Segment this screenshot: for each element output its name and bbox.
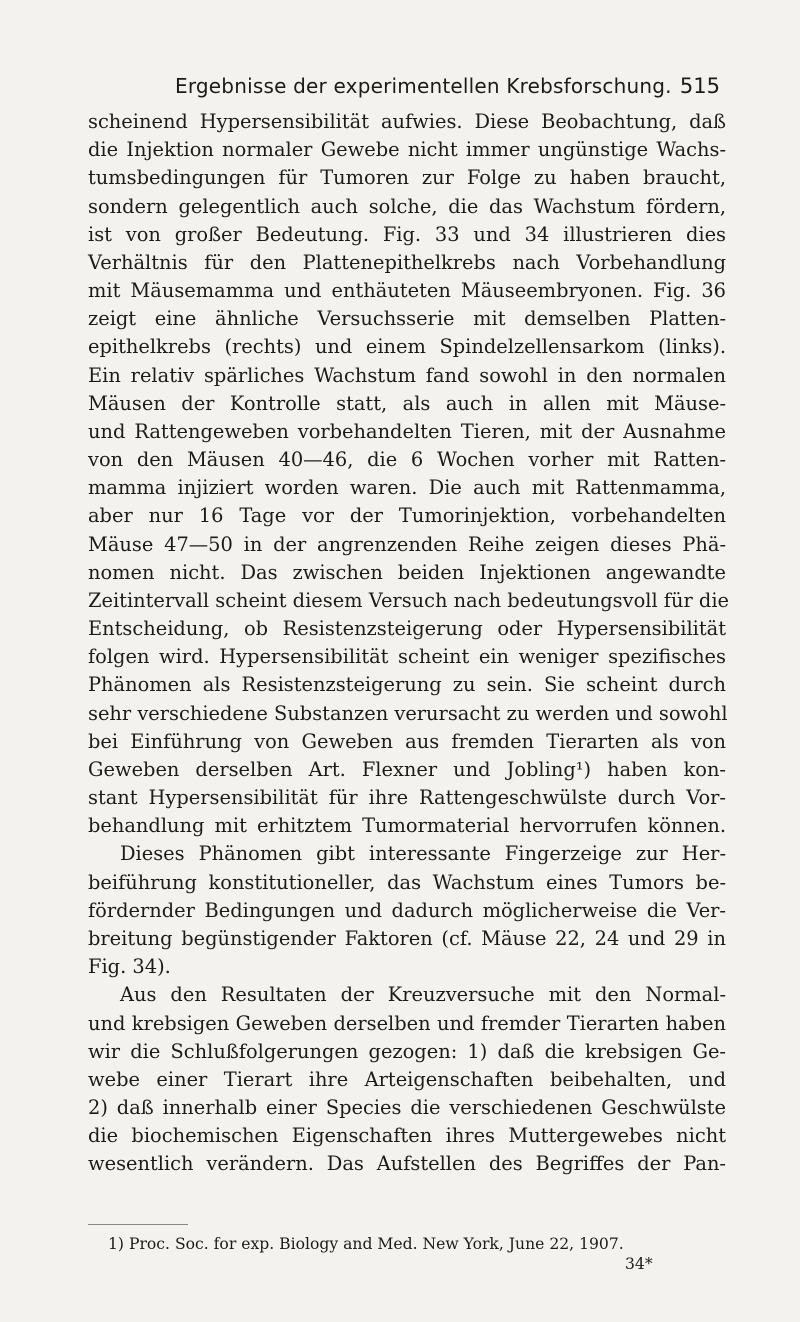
text-line: bei Einführung von Geweben aus fremden Tierarten als von <box>88 729 726 753</box>
text-line: 2) daß innerhalb einer Species die verschiedenen Geschwülste <box>88 1096 726 1120</box>
text-line: wesentlich verändern. Das Aufstellen des Begriffes der Pan- <box>88 1152 726 1176</box>
text-line: sondern gelegentlich auch solche, die das Wachstum fördern, <box>88 194 726 218</box>
text-line: ist von großer Bedeutung. Fig. 33 und 34 illustrieren dies <box>88 222 726 246</box>
text-line: beiführung konstitutioneller, das Wachstum eines Tumors be- <box>88 870 726 894</box>
text-line: Dieses Phänomen gibt interessante Fingerzeige zur Her- <box>120 842 726 866</box>
text-line: tumsbedingungen für Tumoren zur Folge zu haben braucht, <box>88 166 726 190</box>
footnote: 1) Proc. Soc. for exp. Biology and Med. New York, June 22, 1907. <box>108 1235 624 1253</box>
text-line: mit Mäusemamma und enthäuteten Mäuseembryonen. Fig. 36 <box>88 279 726 303</box>
text-line: Verhältnis für den Plattenepithelkrebs nach Vorbehandlung <box>88 250 726 274</box>
text-line: von den Mäusen 40—46, die 6 Wochen vorher mit Ratten- <box>88 448 726 472</box>
text-line: und krebsigen Geweben derselben und fremder Tierarten haben <box>88 1011 726 1035</box>
printer-signature: 34* <box>625 1255 653 1273</box>
text-line: die Injektion normaler Gewebe nicht immer ungünstige Wachs- <box>88 138 726 162</box>
text-line: folgen wird. Hypersensibilität scheint ein weniger spezifisches <box>88 645 726 669</box>
text-line: mamma injiziert worden waren. Die auch mit Rattenmamma, <box>88 476 726 500</box>
text-line: behandlung mit erhitztem Tumormaterial hervorrufen können. <box>88 814 726 838</box>
page-number: 515 <box>679 74 720 98</box>
text-line: fördernder Bedingungen und dadurch möglicherweise die Ver- <box>88 898 726 922</box>
running-title: Ergebnisse der experimentellen Krebsforschung. <box>175 74 672 98</box>
text-line: die biochemischen Eigenschaften ihres Muttergewebes nicht <box>88 1124 726 1148</box>
footnote-rule <box>88 1224 188 1225</box>
text-line: nomen nicht. Das zwischen beiden Injektionen angewandte <box>88 560 726 584</box>
text-line: Mäuse 47—50 in der angrenzenden Reihe zeigen dieses Phä- <box>88 532 726 556</box>
text-line: epithelkrebs (rechts) und einem Spindelzellensarkom (links). <box>88 335 726 359</box>
text-line: und Rattengeweben vorbehandelten Tieren, mit der Ausnahme <box>88 419 726 443</box>
text-line: webe einer Tierart ihre Arteigenschaften beibehalten, und <box>88 1067 726 1091</box>
text-line: Aus den Resultaten der Kreuzversuche mit den Normal- <box>120 983 726 1007</box>
text-line: breitung begünstigender Faktoren (cf. Mäuse 22, 24 und 29 in <box>88 926 726 950</box>
body-text <box>88 108 729 1179</box>
text-line: Geweben derselben Art. Flexner und Jobling¹) haben kon- <box>88 757 726 781</box>
text-line: Fig. 34). <box>88 955 171 979</box>
text-line: Mäusen der Kontrolle statt, als auch in allen mit Mäuse- <box>88 391 726 415</box>
text-line: Zeitintervall scheint diesem Versuch nach bedeutungsvoll für die <box>88 588 729 612</box>
text-line: Ein relativ spärliches Wachstum fand sowohl in den normalen <box>88 363 726 387</box>
text-line: zeigt eine ähnliche Versuchsserie mit demselben Platten- <box>88 307 726 331</box>
text-line: Entscheidung, ob Resistenzsteigerung oder Hypersensibilität <box>88 617 726 641</box>
text-line: aber nur 16 Tage vor der Tumorinjektion, vorbehandelten <box>88 504 726 528</box>
text-line: stant Hypersensibilität für ihre Rattengeschwülste durch Vor- <box>88 786 726 810</box>
text-line: sehr verschiedene Substanzen verursacht zu werden und sowohl <box>88 701 728 725</box>
text-line: wir die Schlußfolgerungen gezogen: 1) daß die krebsigen Ge- <box>88 1039 726 1063</box>
text-line: scheinend Hypersensibilität aufwies. Diese Beobachtung, daß <box>88 110 726 133</box>
text-line: Phänomen als Resistenzsteigerung zu sein. Sie scheint durch <box>88 673 726 697</box>
